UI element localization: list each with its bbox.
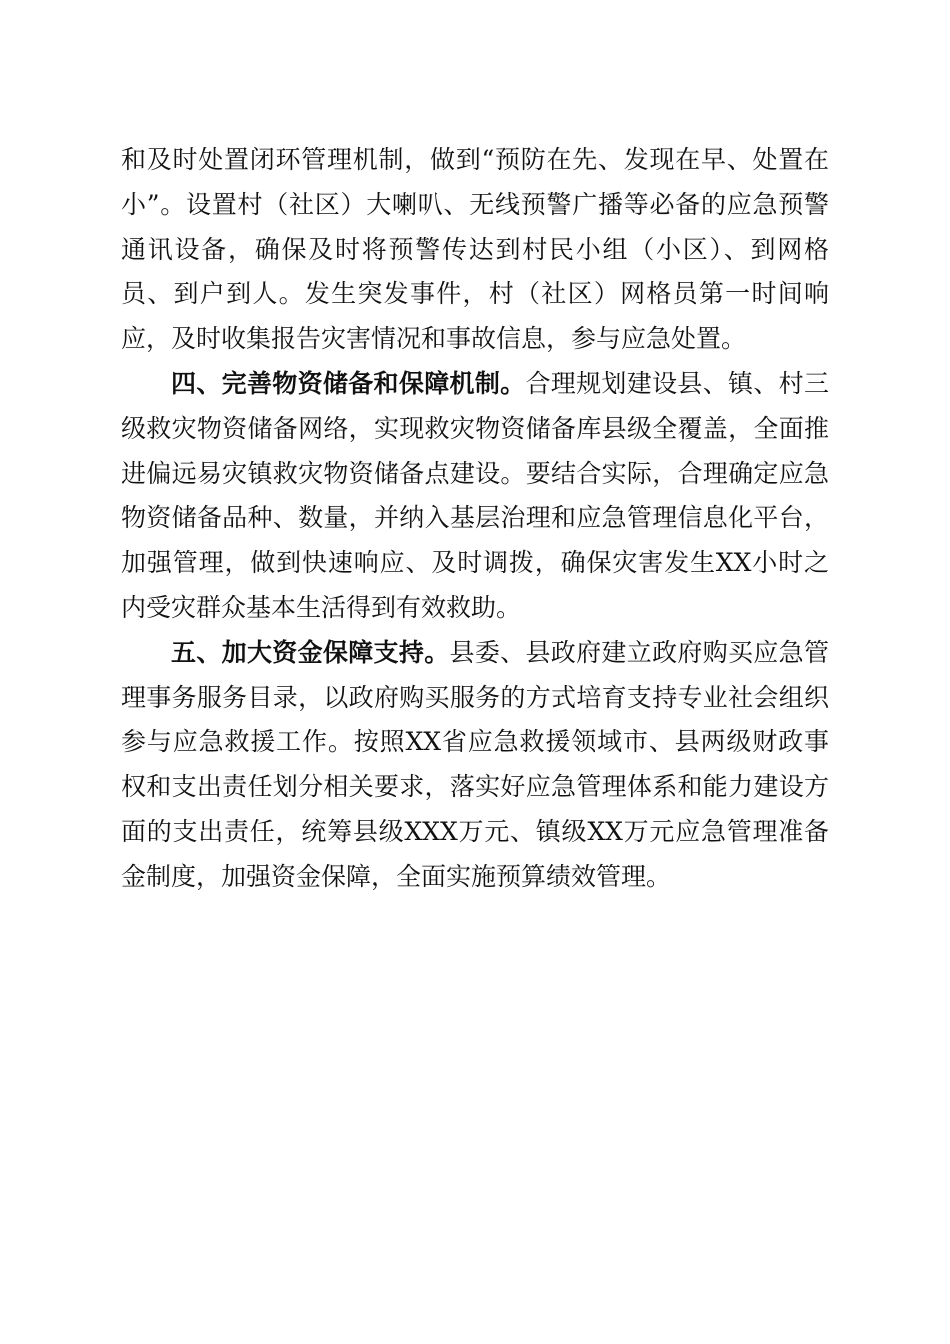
paragraph-continuation	[121, 138, 829, 362]
paragraph-body: 合理规划建设县、镇、村三级救灾物资储备网络，实现救灾物资储备库县级全覆盖，全面推进偏远易灾镇救灾物资储备点建设。要结合实际，合理确定应急物资储备品种、数量，并纳入基层治理和应急管理信息化平台，加强管理，做到快速响应、及时调拨，确保灾害发生XX小时之内受灾群众基本生活得到有效救助。	[121, 368, 829, 622]
paragraph-body: 和及时处置闭环管理机制，做到“预防在先、发现在早、处置在小”。设置村（社区）大喇叭、无线预警广播等必备的应急预警通讯设备，确保及时将预警传达到村民小组（小区）、到网格员、到户到人。发生突发事件，村（社区）网格员第一时间响应，及时收集报告灾害情况和事故信息，参与应急处置。	[121, 145, 829, 354]
section-heading: 五、加大资金保障支持。	[171, 637, 450, 667]
document-body	[121, 138, 829, 900]
paragraph-section-four	[121, 362, 829, 631]
paragraph-body: 县委、县政府建立政府购买应急管理事务服务目录，以政府购买服务的方式培育支持专业社会组织参与应急救援工作。按照XX省应急救援领域市、县两级财政事权和支出责任划分相关要求，落实好应急管理体系和能力建设方面的支出责任，统筹县级XXX万元、镇级XX万元应急管理准备金制度，加强资金保障，全面实施预算绩效管理。	[121, 637, 829, 891]
paragraph-section-five	[121, 631, 829, 900]
section-heading: 四、完善物资储备和保障机制。	[171, 368, 526, 398]
